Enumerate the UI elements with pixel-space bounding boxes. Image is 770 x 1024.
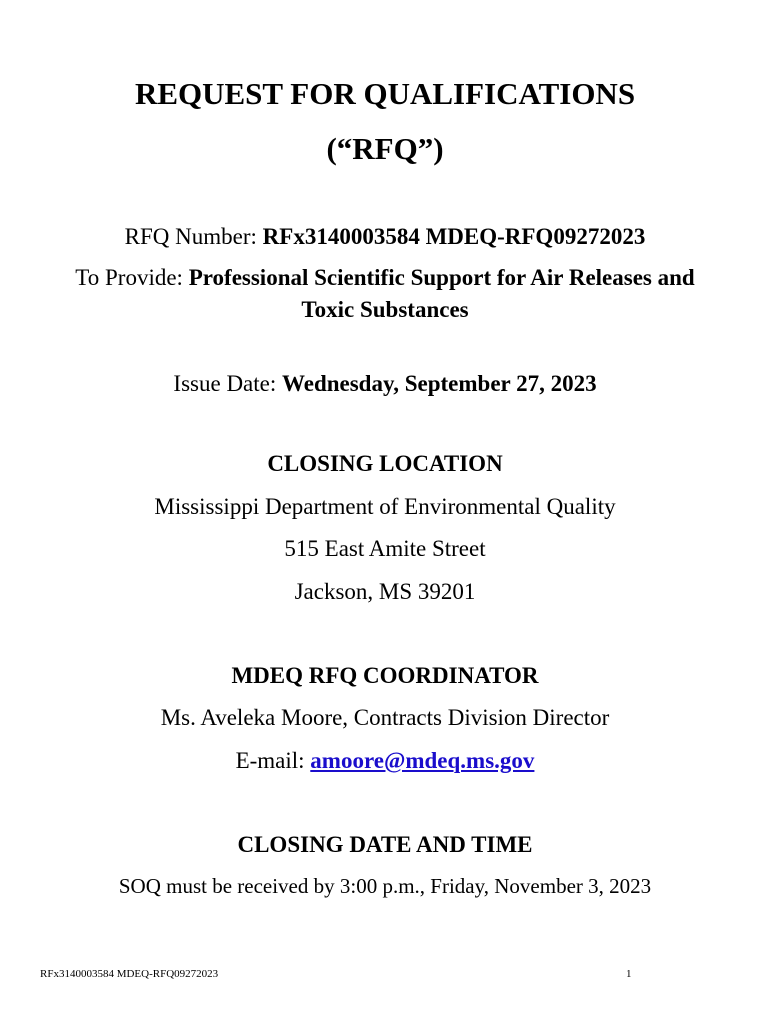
footer-reference: RFx3140003584 MDEQ-RFQ09272023 xyxy=(40,968,219,980)
rfq-number-value: RFx3140003584 MDEQ-RFQ09272023 xyxy=(262,224,646,249)
closing-location-heading: CLOSING LOCATION xyxy=(267,451,503,476)
rfq-number-label: RFQ Number: xyxy=(124,224,263,249)
issue-date-value: Wednesday, September 27, 2023 xyxy=(282,371,597,396)
coordinator-name: Ms. Aveleka Moore, Contracts Division Director xyxy=(160,705,610,730)
document-title: REQUEST FOR QUALIFICATIONS xyxy=(134,76,636,111)
coordinator-email-line xyxy=(0,748,770,774)
closing-date-heading: CLOSING DATE AND TIME xyxy=(237,832,533,857)
rfq-number-line xyxy=(0,224,770,250)
to-provide-line xyxy=(0,265,770,291)
issue-date-label: Issue Date: xyxy=(173,371,282,396)
to-provide-value: Professional Scientific Support for Air Releases and xyxy=(188,265,695,290)
document-subtitle: (“RFQ”) xyxy=(326,131,444,166)
issue-date-line xyxy=(0,371,770,397)
to-provide-line-2 xyxy=(0,297,770,323)
closing-location-street: 515 East Amite Street xyxy=(284,536,486,561)
to-provide-value-continued: Toxic Substances xyxy=(301,297,469,322)
coordinator-email-link[interactable]: amoore@mdeq.ms.gov xyxy=(310,748,535,773)
closing-location-city: Jackson, MS 39201 xyxy=(294,579,476,604)
coordinator-heading: MDEQ RFQ COORDINATOR xyxy=(231,663,539,688)
closing-location-org: Mississippi Department of Environmental Quality xyxy=(154,494,616,519)
closing-date-text: SOQ must be received by 3:00 p.m., Friday, November 3, 2023 xyxy=(118,874,652,898)
email-label: E-mail: xyxy=(235,748,311,773)
page-number: 1 xyxy=(626,968,632,980)
to-provide-label: To Provide: xyxy=(75,265,189,290)
